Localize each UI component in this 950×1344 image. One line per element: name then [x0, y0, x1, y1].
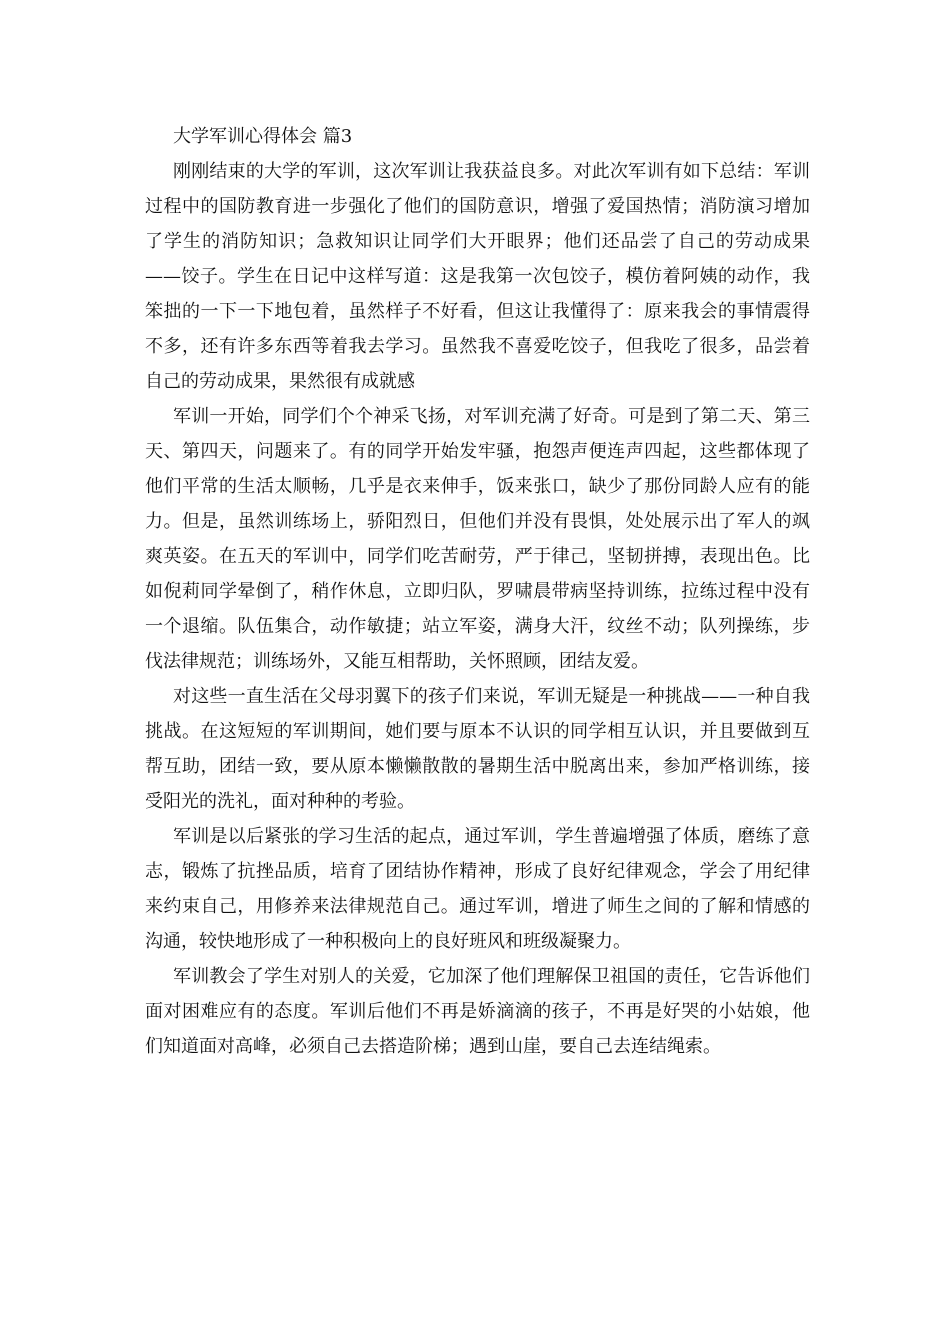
- paragraph-4: 军训是以后紧张的学习生活的起点，通过军训，学生普遍增强了体质，磨练了意志，锻炼了抗挫品质，培育了团结协作精神，形成了良好纪律观念，学会了用纪律来约束自己，用修养来法律规范自己。通过军训，增进了师生之间的了解和情感的沟通，较快地形成了一种积极向上的良好班风和班级凝聚力。: [145, 826, 810, 952]
- document-body: [145, 119, 810, 1064]
- paragraph-2: 军训一开始，同学们个个神采飞扬，对军训充满了好奇。可是到了第二天、第三天、第四天，问题来了。有的同学开始发牢骚，抱怨声便连声四起，这些都体现了他们平常的生活太顺畅，几乎是衣来伸手，饭来张口，缺少了那份同龄人应有的能力。但是，虽然训练场上，骄阳烈日，但他们并没有畏惧，处处展示出了军人的飒爽英姿。在五天的军训中，同学们吃苦耐劳，严于律己，坚韧拼搏，表现出色。比如倪莉同学晕倒了，稍作休息，立即归队，罗啸晨带病坚持训练，拉练过程中没有一个退缩。队伍集合，动作敏捷；站立军姿，满身大汗，纹丝不动；队列操练，步伐法律规范；训练场外，又能互相帮助，关怀照顾，团结友爱。: [145, 406, 810, 672]
- document-title: 大学军训心得体会 篇3: [173, 126, 353, 147]
- paragraph-5: 军训教会了学生对别人的关爱，它加深了他们理解保卫祖国的责任，它告诉他们面对困难应有的态度。军训后他们不再是娇滴滴的孩子，不再是好哭的小姑娘，他们知道面对高峰，必须自己去搭造阶梯；遇到山崖，要自己去连结绳索。: [145, 966, 810, 1057]
- paragraph-3: 对这些一直生活在父母羽翼下的孩子们来说，军训无疑是一种挑战——一种自我挑战。在这短短的军训期间，她们要与原本不认识的同学相互认识，并且要做到互帮互助，团结一致，要从原本懒懒散散的暑期生活中脱离出来，参加严格训练，接受阳光的洗礼，面对种种的考验。: [145, 686, 810, 812]
- paragraph-1: 刚刚结束的大学的军训，这次军训让我获益良多。对此次军训有如下总结：军训过程中的国防教育进一步强化了他们的国防意识，增强了爱国热情；消防演习增加了学生的消防知识；急救知识让同学们大开眼界；他们还品尝了自己的劳动成果——饺子。学生在日记中这样写道：这是我第一次包饺子，模仿着阿姨的动作，我笨拙的一下一下地包着，虽然样子不好看，但这让我懂得了：原来我会的事情震得不多，还有许多东西等着我去学习。虽然我不喜爱吃饺子，但我吃了很多，品尝着自己的劳动成果，果然很有成就感: [145, 161, 810, 392]
